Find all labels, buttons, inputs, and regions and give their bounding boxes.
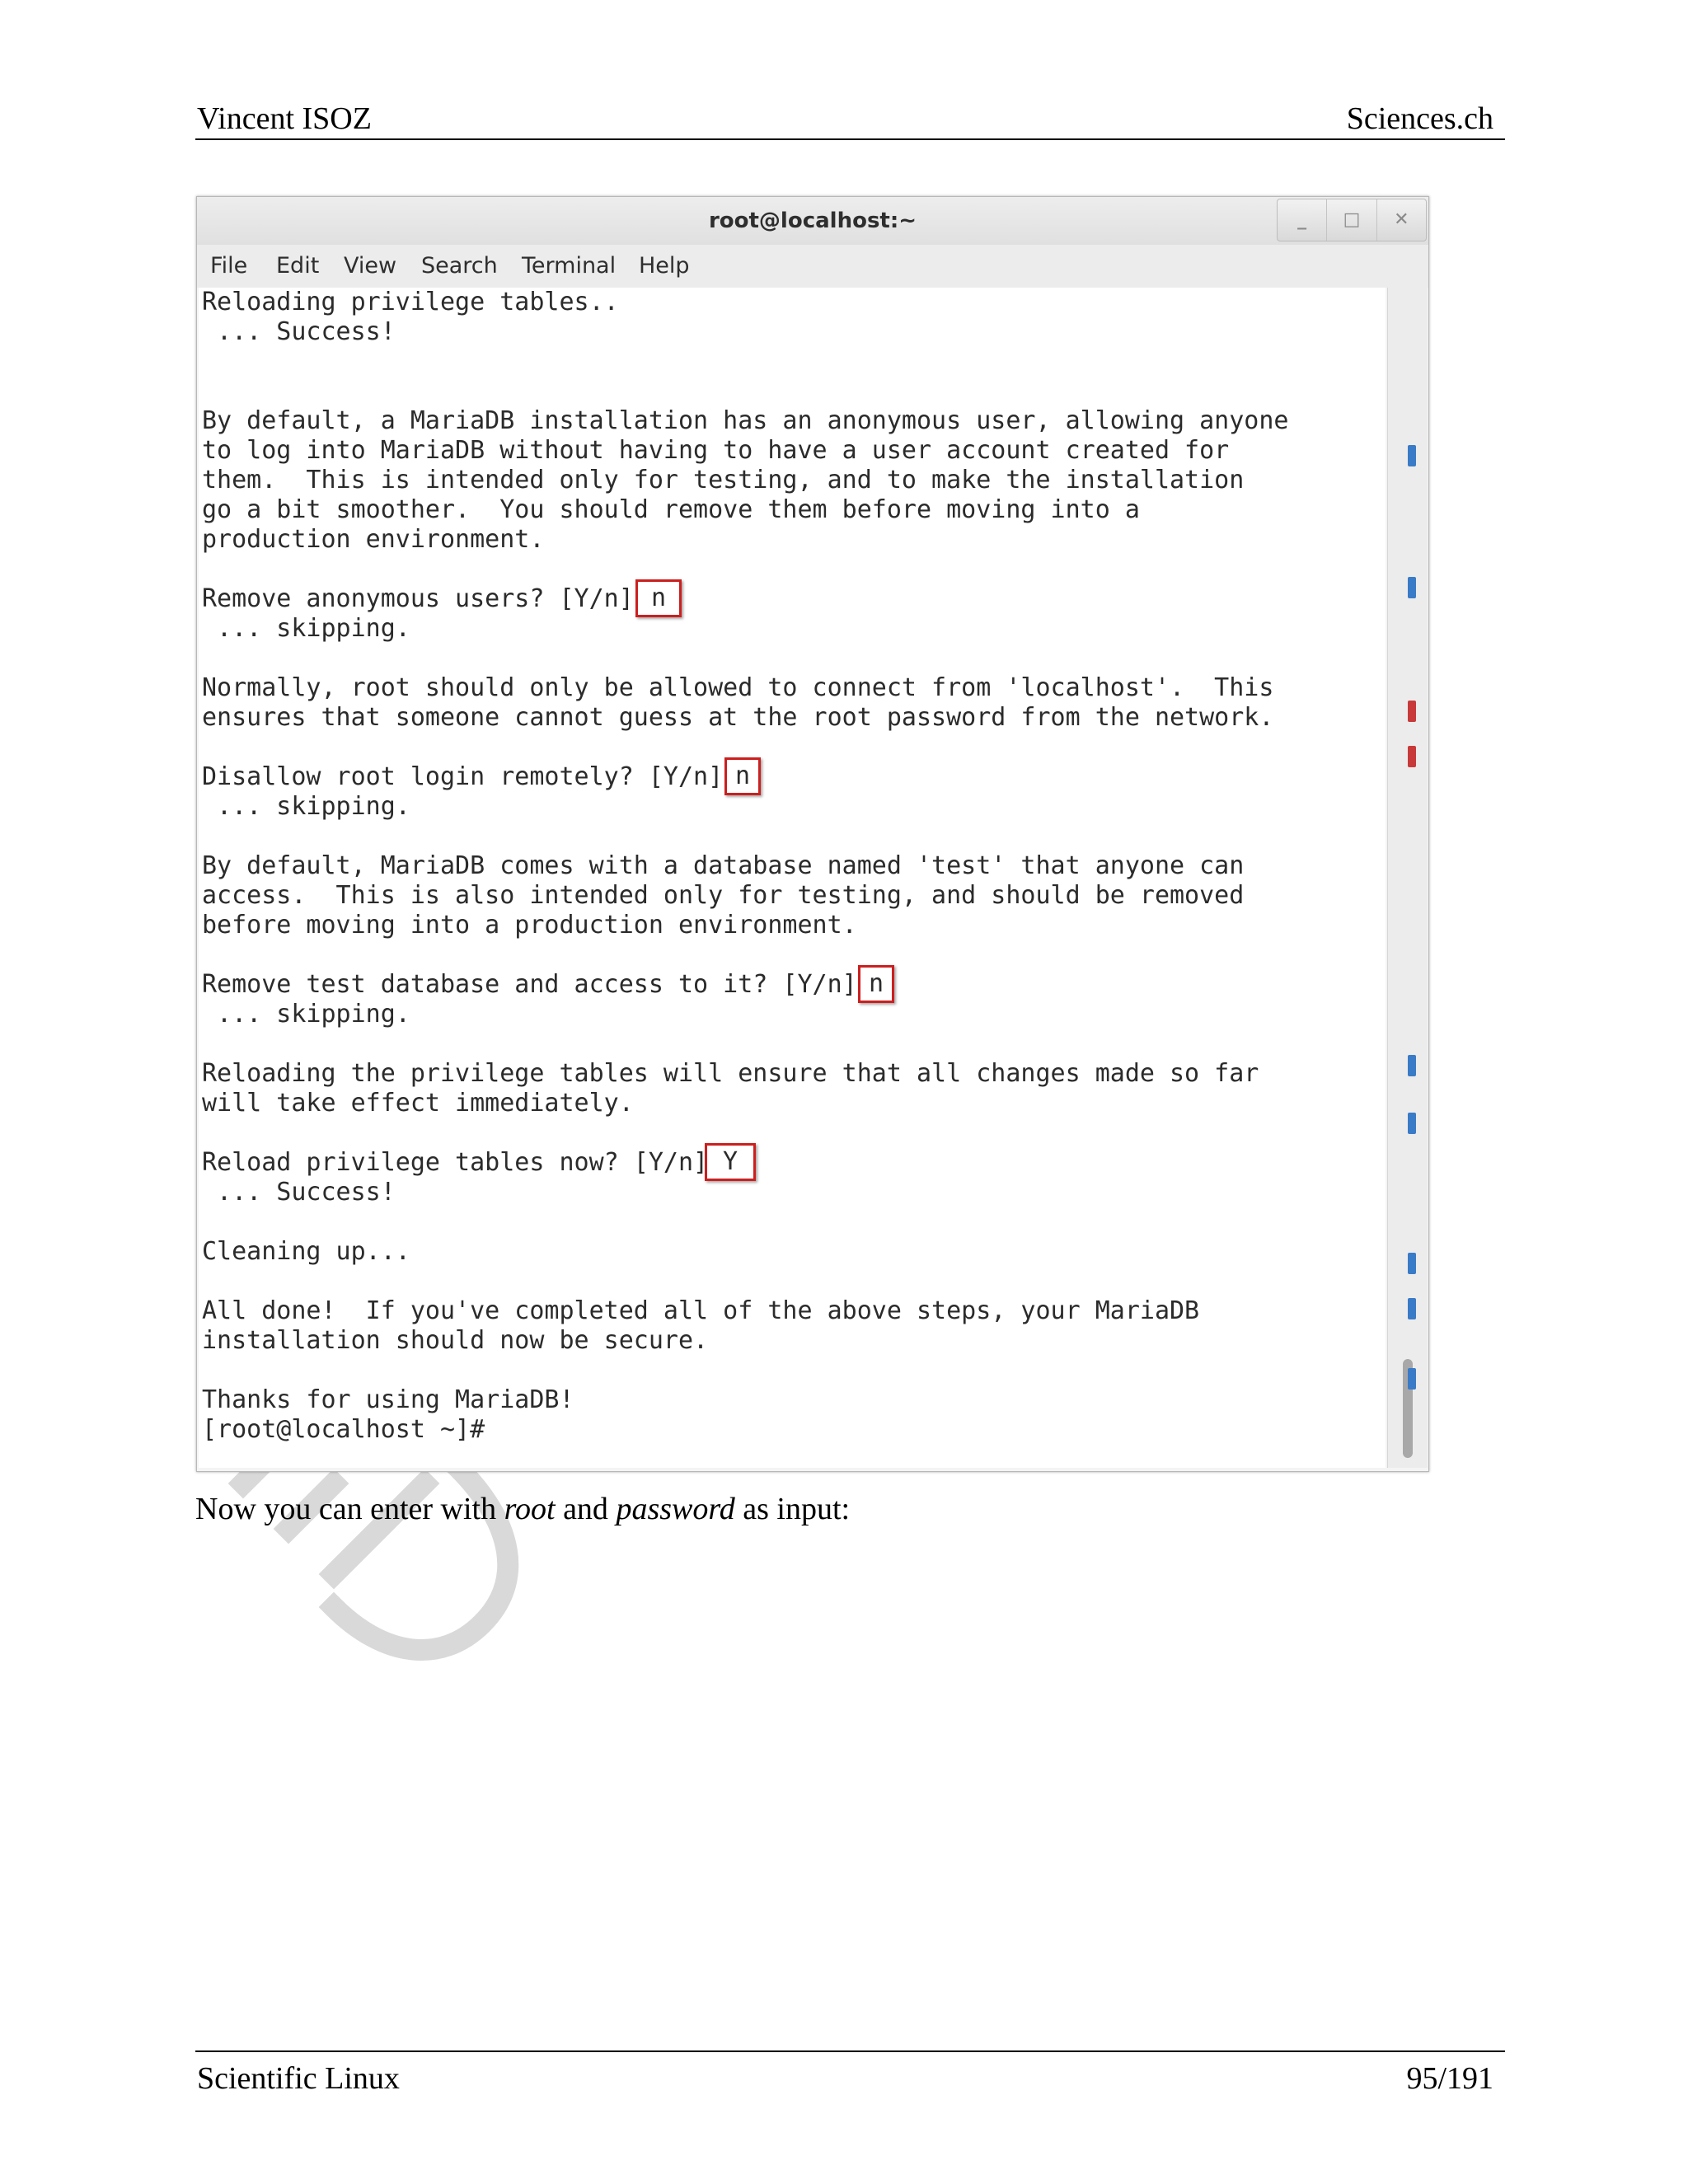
background-window-edge bbox=[1408, 1113, 1416, 1134]
terminal-line: to log into MariaDB without having to have a user account created for bbox=[202, 436, 1230, 465]
terminal-line: before moving into a production environment. bbox=[202, 911, 857, 940]
terminal-line: will take effect immediately. bbox=[202, 1089, 634, 1118]
background-window-edge bbox=[1408, 1055, 1416, 1076]
terminal-line: ... skipping. bbox=[202, 614, 410, 643]
terminal-line: ensures that someone cannot guess at the root password from the network. bbox=[202, 703, 1274, 732]
terminal-line: ... Success! bbox=[202, 1178, 396, 1207]
background-window-edge bbox=[1408, 1368, 1416, 1390]
background-window-edge bbox=[1408, 577, 1416, 598]
window-controls bbox=[1277, 199, 1427, 241]
terminal-line-prompt: Reload privilege tables now? [Y/n] bbox=[202, 1148, 709, 1177]
terminal-line: Thanks for using MariaDB! bbox=[202, 1385, 574, 1414]
caption-emphasis-password: password bbox=[616, 1492, 735, 1526]
background-window-edge bbox=[1408, 1253, 1416, 1274]
terminal-output[interactable] bbox=[199, 288, 1386, 1468]
window-title: root@localhost:~ bbox=[708, 209, 917, 233]
maximize-icon[interactable]: □ bbox=[1326, 199, 1376, 241]
terminal-line: By default, MariaDB comes with a database named 'test' that anyone can bbox=[202, 851, 1245, 880]
footer-page-number: 95/191 bbox=[1406, 2061, 1493, 2096]
menu-terminal[interactable]: Terminal bbox=[522, 253, 617, 279]
terminal-line: Reloading the privilege tables will ensure that all changes made so far bbox=[202, 1059, 1259, 1088]
window-titlebar[interactable] bbox=[197, 197, 1428, 245]
page-footer bbox=[195, 2050, 1505, 2100]
terminal-shell-prompt: [root@localhost ~]# bbox=[202, 1415, 485, 1444]
menu-edit[interactable]: Edit bbox=[276, 253, 320, 279]
header-author: Vincent ISOZ bbox=[197, 101, 372, 136]
menu-search[interactable]: Search bbox=[421, 253, 498, 279]
caption-text: and bbox=[555, 1492, 617, 1526]
terminal-line-prompt: Disallow root login remotely? [Y/n] bbox=[202, 762, 724, 791]
menu-help[interactable]: Help bbox=[639, 253, 690, 279]
terminal-line: Reloading privilege tables.. bbox=[202, 288, 619, 316]
terminal-line: Cleaning up... bbox=[202, 1237, 410, 1266]
page-header bbox=[195, 97, 1505, 140]
background-window-edge bbox=[1408, 445, 1416, 466]
answer-reload-privilege-tables: Y bbox=[705, 1143, 756, 1181]
menu-file[interactable]: File bbox=[210, 253, 248, 279]
caption-paragraph bbox=[195, 1488, 850, 1530]
footer-book-title: Scientific Linux bbox=[197, 2061, 400, 2096]
header-site: Sciences.ch bbox=[1346, 101, 1493, 136]
terminal-line: By default, a MariaDB installation has an anonymous user, allowing anyone bbox=[202, 406, 1289, 435]
terminal-line: production environment. bbox=[202, 525, 545, 554]
answer-disallow-root-login: n bbox=[724, 757, 761, 795]
terminal-window bbox=[196, 196, 1429, 1472]
caption-text: Now you can enter with bbox=[195, 1492, 504, 1526]
terminal-line: access. This is also intended only for testing, and should be removed bbox=[202, 881, 1245, 910]
menu-view[interactable]: View bbox=[344, 253, 397, 279]
caption-emphasis-root: root bbox=[504, 1492, 556, 1526]
caption-text: as input: bbox=[734, 1492, 851, 1526]
background-window-edge bbox=[1408, 701, 1416, 722]
terminal-line: ... skipping. bbox=[202, 1000, 410, 1029]
terminal-line: installation should now be secure. bbox=[202, 1326, 709, 1355]
terminal-line: them. This is intended only for testing, and to make the installation bbox=[202, 466, 1245, 494]
terminal-line-prompt: Remove test database and access to it? [Y/n] bbox=[202, 970, 857, 999]
minimize-icon[interactable]: _ bbox=[1297, 209, 1307, 230]
menu-bar bbox=[197, 245, 1428, 288]
answer-remove-test-database: n bbox=[858, 965, 894, 1003]
terminal-line-prompt: Remove anonymous users? [Y/n] bbox=[202, 584, 634, 613]
terminal-line: go a bit smoother. You should remove them before moving into a bbox=[202, 495, 1140, 524]
terminal-line: ... Success! bbox=[202, 317, 396, 346]
answer-remove-anonymous-users: n bbox=[635, 579, 682, 617]
background-window-edge bbox=[1408, 746, 1416, 767]
close-icon[interactable]: ✕ bbox=[1376, 199, 1426, 241]
terminal-line: All done! If you've completed all of the above steps, your MariaDB bbox=[202, 1296, 1200, 1325]
background-window-edge bbox=[1408, 1298, 1416, 1319]
terminal-line: Normally, root should only be allowed to connect from 'localhost'. This bbox=[202, 673, 1274, 702]
terminal-line: ... skipping. bbox=[202, 792, 410, 821]
